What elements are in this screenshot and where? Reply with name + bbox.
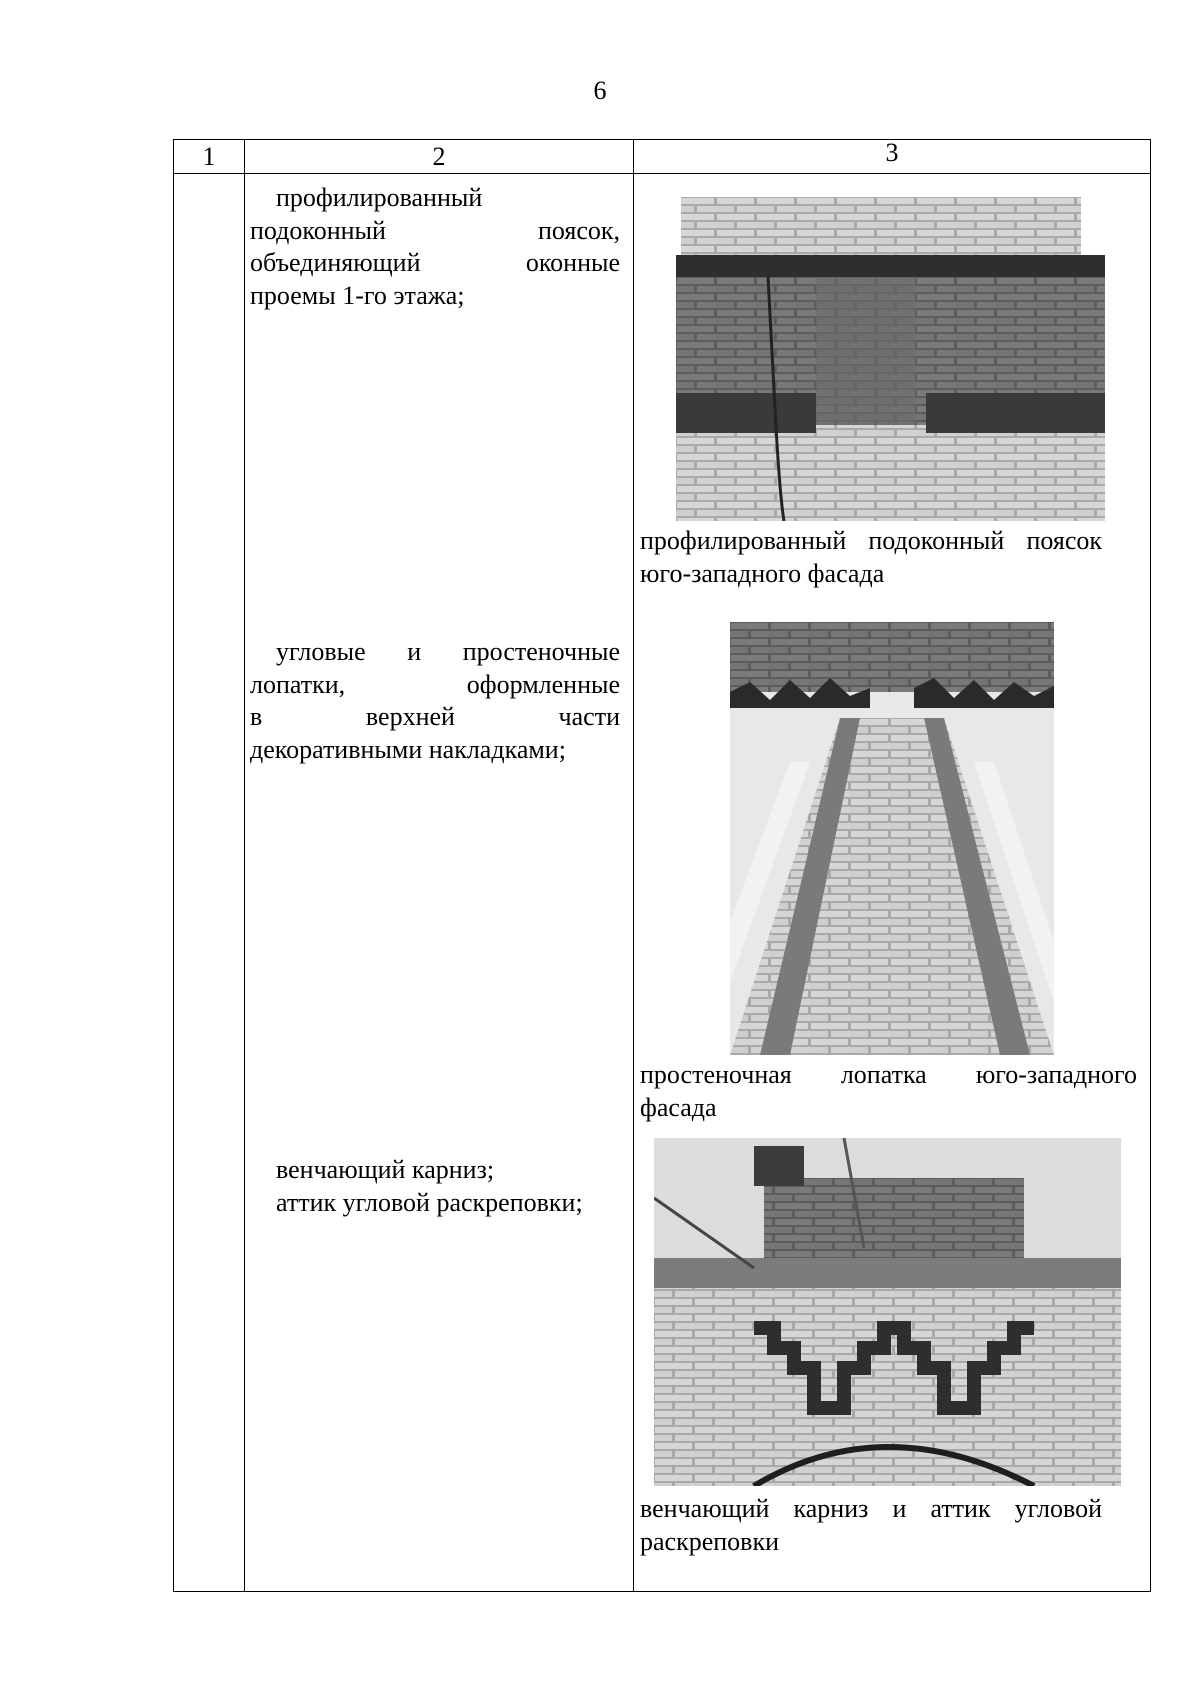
feature-description-cornice-attic xyxy=(250,1154,620,1219)
column-header-3: 3 xyxy=(885,138,899,167)
feature-line: лопатки, оформленные xyxy=(250,669,620,699)
page-number: 6 xyxy=(593,76,607,105)
feature-line: аттик угловой раскреповки; xyxy=(276,1187,583,1217)
feature-line: профилированный xyxy=(276,183,483,212)
brick-cornice-attic-photo xyxy=(654,1138,1121,1486)
feature-line: объединяющий оконные xyxy=(250,248,620,277)
feature-line: в верхней части xyxy=(250,702,620,731)
column-header-1: 1 xyxy=(202,142,216,171)
photo-caption-windowsill-band xyxy=(640,524,1102,590)
photo-caption-pilaster xyxy=(640,1058,1137,1124)
feature-line: угловые и простеночные xyxy=(276,637,620,666)
caption-line: фасада xyxy=(640,1093,717,1122)
caption-line: раскреповки xyxy=(640,1527,779,1556)
feature-line: проемы 1-го этажа; xyxy=(250,280,465,310)
feature-line: венчающий карниз; xyxy=(276,1155,495,1184)
caption-line: юго-западного фасада xyxy=(640,559,885,588)
brick-pilaster-photo xyxy=(730,622,1054,1055)
feature-line: подоконный поясок, xyxy=(250,215,620,245)
features-table xyxy=(173,139,1151,1592)
feature-description-windowsill-band xyxy=(250,182,620,312)
brick-windowsill-band-photo xyxy=(676,197,1105,521)
caption-line: простеночная лопатка юго-западного xyxy=(640,1060,1137,1089)
column-header-2: 2 xyxy=(432,142,446,171)
photo-caption-cornice-attic xyxy=(640,1492,1102,1558)
feature-line: декоративными накладками; xyxy=(250,734,566,764)
caption-line: профилированный подоконный поясок xyxy=(640,526,1102,555)
feature-description-pilasters xyxy=(250,636,620,766)
caption-line: венчающий карниз и аттик угловой xyxy=(640,1494,1102,1523)
